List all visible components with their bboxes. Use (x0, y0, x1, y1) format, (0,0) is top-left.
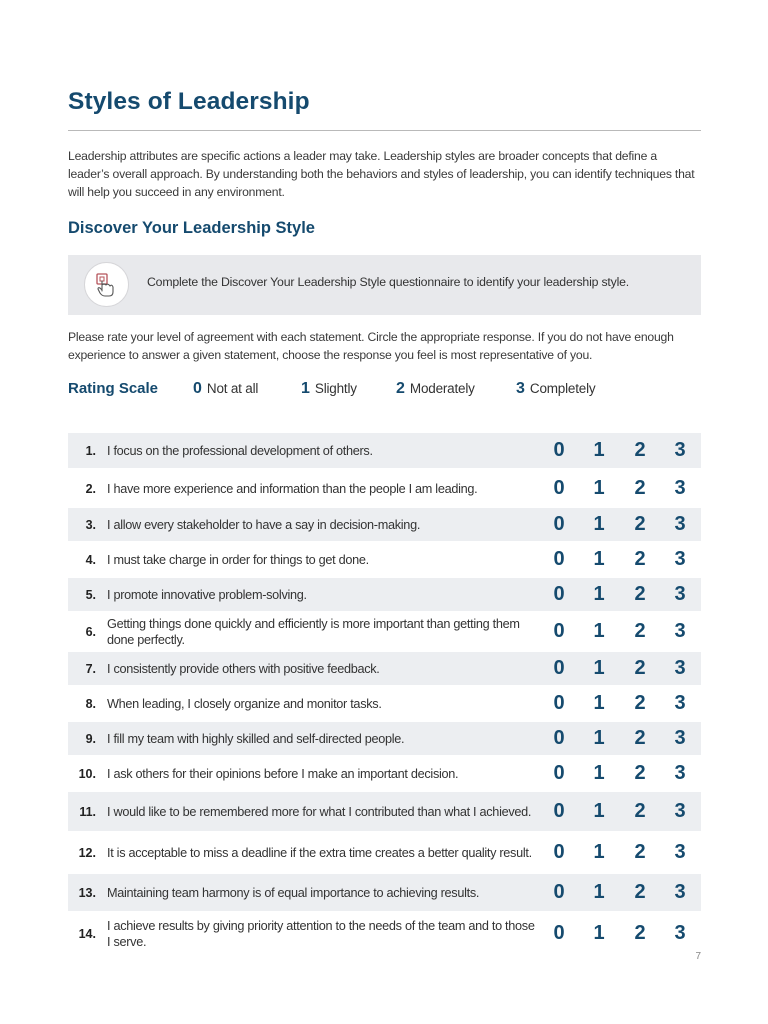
statement-row (68, 613, 701, 650)
rating-option-0[interactable]: 0 (553, 800, 565, 822)
rating-option-0[interactable]: 0 (553, 657, 565, 679)
statement-row (68, 543, 701, 576)
statement-number: 1. (85, 443, 96, 458)
rating-option-0[interactable]: 0 (553, 762, 565, 784)
statement-number: 2. (85, 481, 96, 496)
statement-number: 7. (85, 661, 96, 676)
rating-option-2[interactable]: 2 (634, 439, 646, 461)
statement-text: I promote innovative problem-solving. (107, 587, 307, 602)
statement-number: 8. (85, 696, 96, 711)
scale-item (301, 380, 357, 398)
scale-value: 1 (301, 380, 310, 397)
statement-number: 3. (85, 517, 96, 532)
rating-option-0[interactable]: 0 (553, 841, 565, 863)
rating-option-3[interactable]: 3 (674, 881, 686, 903)
rating-option-3[interactable]: 3 (674, 800, 686, 822)
rating-option-1[interactable]: 1 (593, 583, 605, 605)
statement-number: 11. (79, 804, 96, 819)
rating-option-3[interactable]: 3 (674, 583, 686, 605)
statement-number: 13. (78, 885, 96, 900)
rating-option-3[interactable]: 3 (674, 841, 686, 863)
rating-option-0[interactable]: 0 (553, 620, 565, 642)
statement-row (68, 833, 701, 872)
statement-row (68, 508, 701, 541)
rating-option-2[interactable]: 2 (634, 800, 646, 822)
rating-option-1[interactable]: 1 (593, 841, 605, 863)
scale-label: Completely (529, 381, 596, 396)
statement-row (68, 652, 701, 685)
statement-number: 14. (78, 926, 96, 941)
scale-value: 0 (193, 380, 202, 397)
rating-scale (68, 380, 701, 402)
statement-text: Maintaining team harmony is of equal importance to achieving results. (107, 885, 480, 900)
rating-option-0[interactable]: 0 (553, 477, 565, 499)
statement-text: I must take charge in order for things to get done. (107, 552, 369, 567)
rating-option-0[interactable]: 0 (553, 513, 565, 535)
rating-option-3[interactable]: 3 (674, 477, 686, 499)
touch-hand-icon (84, 262, 129, 307)
statement-text: I ask others for their opinions before I make an important decision. (107, 766, 459, 781)
section-heading: Discover Your Leadership Style (68, 219, 315, 237)
scale-label: Slightly (314, 381, 357, 396)
rating-option-0[interactable]: 0 (553, 548, 565, 570)
statement-row (68, 874, 701, 911)
statement-number: 10. (78, 766, 96, 781)
statement-text: I have more experience and information than the people I am leading. (107, 481, 478, 496)
title-divider (68, 130, 701, 131)
statement-row (68, 792, 701, 831)
callout-text: Complete the Discover Your Leadership Style questionnaire to identify your leadership style. (147, 275, 629, 289)
statement-row (68, 722, 701, 755)
statement-row (68, 687, 701, 720)
rating-option-2[interactable]: 2 (634, 657, 646, 679)
rating-option-1[interactable]: 1 (593, 762, 605, 784)
rating-option-2[interactable]: 2 (634, 881, 646, 903)
rating-option-3[interactable]: 3 (674, 513, 686, 535)
scale-value: 3 (516, 380, 525, 397)
statement-text: I consistently provide others with positive feedback. (107, 661, 380, 676)
statement-text: Getting things done quickly and efficiently is more important than getting them done perfectly. (107, 616, 520, 647)
statement-number: 6. (85, 624, 96, 639)
page-title: Styles of Leadership (68, 88, 310, 115)
rating-option-0[interactable]: 0 (553, 583, 565, 605)
scale-value: 2 (396, 380, 405, 397)
rating-option-1[interactable]: 1 (593, 692, 605, 714)
scale-label: Not at all (206, 381, 259, 396)
rating-option-3[interactable]: 3 (674, 727, 686, 749)
rating-option-0[interactable]: 0 (553, 881, 565, 903)
statement-text: I focus on the professional development of others. (107, 443, 373, 458)
scale-item (396, 380, 475, 398)
rating-option-0[interactable]: 0 (553, 727, 565, 749)
rating-option-2[interactable]: 2 (634, 548, 646, 570)
rating-option-3[interactable]: 3 (674, 692, 686, 714)
rating-option-2[interactable]: 2 (634, 620, 646, 642)
rating-option-3[interactable]: 3 (674, 762, 686, 784)
statement-row (68, 578, 701, 611)
questionnaire-callout (68, 255, 701, 315)
scale-label: Moderately (409, 381, 475, 396)
rating-option-1[interactable]: 1 (593, 922, 605, 944)
statement-row (68, 471, 701, 506)
rating-option-2[interactable]: 2 (634, 922, 646, 944)
rating-option-1[interactable]: 1 (593, 657, 605, 679)
rating-option-3[interactable]: 3 (674, 620, 686, 642)
rating-scale-title: Rating Scale (68, 380, 159, 397)
rating-option-1[interactable]: 1 (593, 548, 605, 570)
rating-option-1[interactable]: 1 (593, 620, 605, 642)
statement-text: When leading, I closely organize and monitor tasks. (107, 696, 382, 711)
scale-item (516, 380, 595, 398)
rating-option-3[interactable]: 3 (674, 439, 686, 461)
rating-option-0[interactable]: 0 (553, 439, 565, 461)
rating-option-2[interactable]: 2 (634, 513, 646, 535)
statement-row (68, 433, 701, 468)
statement-text: I fill my team with highly skilled and self-directed people. (107, 731, 405, 746)
statement-number: 12. (78, 845, 96, 860)
rating-option-2[interactable]: 2 (634, 583, 646, 605)
rating-option-1[interactable]: 1 (593, 727, 605, 749)
rating-option-2[interactable]: 2 (634, 762, 646, 784)
statement-row (68, 913, 701, 954)
statement-number: 9. (85, 731, 96, 746)
rating-option-1[interactable]: 1 (593, 513, 605, 535)
statement-text: I would like to be remembered more for what I contributed than what I achieved. (107, 804, 532, 819)
rating-option-1[interactable]: 1 (593, 439, 605, 461)
statement-text: It is acceptable to miss a deadline if the extra time creates a better quality result. (107, 845, 532, 860)
rating-option-1[interactable]: 1 (593, 881, 605, 903)
instructions-paragraph: Please rate your level of agreement with each statement. Circle the appropriate response. If you do not have enough experience to answer a given statement, choose the response you feel is most representative of you. (68, 330, 674, 362)
statement-text: I allow every stakeholder to have a say in decision-making. (107, 517, 421, 532)
rating-option-3[interactable]: 3 (674, 922, 686, 944)
rating-option-0[interactable]: 0 (553, 692, 565, 714)
rating-option-2[interactable]: 2 (634, 841, 646, 863)
rating-option-3[interactable]: 3 (674, 548, 686, 570)
intro-paragraph: Leadership attributes are specific actions a leader may take. Leadership styles are broader concepts that define a leader’s overall approach. By understanding both the behaviors and styles of leadership, you can identify techniques that will help you succeed in any environment. (68, 149, 695, 199)
statement-text: I achieve results by giving priority attention to the needs of the team and to those I serve. (107, 918, 535, 949)
scale-item (193, 380, 258, 398)
rating-option-2[interactable]: 2 (634, 692, 646, 714)
worksheet-page (68, 0, 701, 1024)
rating-option-2[interactable]: 2 (634, 477, 646, 499)
rating-option-3[interactable]: 3 (674, 657, 686, 679)
statement-row (68, 757, 701, 790)
statement-number: 4. (85, 552, 96, 567)
rating-option-1[interactable]: 1 (593, 800, 605, 822)
page-number: 7 (695, 951, 701, 962)
rating-option-2[interactable]: 2 (634, 727, 646, 749)
rating-option-1[interactable]: 1 (593, 477, 605, 499)
statement-number: 5. (85, 587, 96, 602)
rating-option-0[interactable]: 0 (553, 922, 565, 944)
